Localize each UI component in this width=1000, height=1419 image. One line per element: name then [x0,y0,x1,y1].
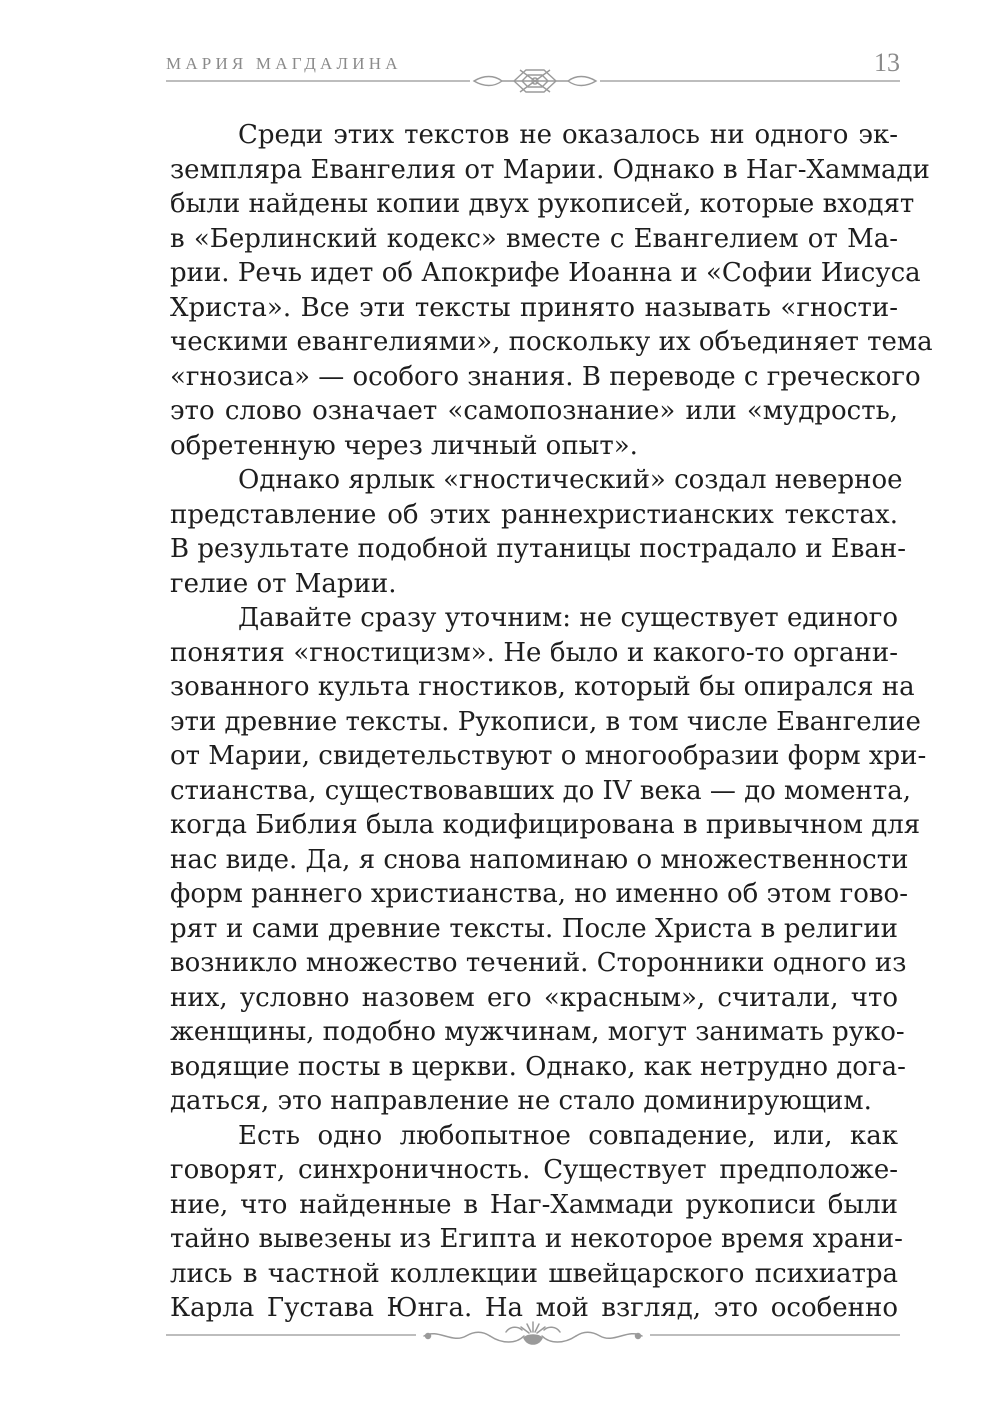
text-line: Среди этих текстов не оказалось ни одного эк- [238,120,898,150]
text-line: гелие от Марии. [170,568,397,599]
text-line: когда Библия была кодифицирована в привычном для [170,810,921,840]
text-line: эти древние тексты. Рукописи, в том числе Евангелие [170,706,921,737]
text-line: стианства, существовавших до IV века — до момента, [170,775,912,806]
text-line: Однако ярлык «гностический» создал неверное [238,465,903,495]
text-line: нас виде. Да, я снова напоминаю о множественности [170,844,909,875]
text-line: Давайте сразу уточним: не существует единого [238,603,898,633]
text-line: форм раннего христианства, но именно об этом гово- [170,879,908,909]
text-line: женщины, подобно мужчинам, могут занимать руко- [170,1017,905,1047]
text-line: рии. Речь идет об Апокрифе Иоанна и «Софии Иисуса [170,258,921,288]
text-line: них, условно назовем его «красным», считали, что [170,982,898,1013]
text-line: лись в частной коллекции швейцарского психиатра [170,1258,898,1289]
text-line: представление об этих раннехристианских текстах. [170,499,898,530]
text-line: в «Берлинский кодекс» вместе с Евангелием от Ма- [170,223,898,254]
text-line: В результате подобной путаницы пострадало и Еван- [170,534,907,564]
text-line: зованного культа гностиков, который бы опирался на [170,672,915,702]
running-title: МАРИЯ МАГДАЛИНА [166,54,402,73]
footer-rule-left [166,1334,416,1336]
text-line: ческими евангелиями», поскольку их объединяет тема [170,327,933,357]
text-line: водящие посты в церкви. Однако, как нетрудно дога- [170,1051,906,1082]
page-number: 13 [874,48,900,77]
text-line: были найдены копии двух рукописей, которые входят [170,189,915,219]
running-header [166,48,900,92]
text-line: Есть одно любопытное совпадение, или, как [238,1120,898,1151]
body-text [170,118,933,1326]
text-line: обретенную через личный опыт». [170,430,638,461]
footer-ornament [166,1318,900,1352]
text-line: «гнозиса» — особого знания. В переводе с греческого [170,361,921,392]
footer-rule-right [650,1334,900,1336]
text-line: понятия «гностицизм». Не было и какого-то органи- [170,637,898,668]
text-line: от Марии, свидетельствуют о многообразии форм хри- [170,741,927,771]
text-line: говорят, синхроничность. Существует предположе- [170,1155,898,1185]
text-line: ние, что найденные в Наг-Хаммади рукописи были [170,1189,898,1220]
text-line: Карла Густава Юнга. На мой взгляд, это особенно [170,1293,898,1323]
text-line: рят и сами древние тексты. После Христа в религии [170,913,898,944]
text-line: это слово означает «самопознание» или «мудрость, [170,396,898,426]
text-line: земпляра Евангелия от Марии. Однако в Наг-Хаммади [170,154,930,185]
text-line: Христа». Все эти тексты принято называть «гности- [170,292,898,323]
text-line: возникло множество течений. Сторонники одного из [170,948,907,978]
knot-ornament-icon [470,66,600,96]
text-line: даться, это направление не стало доминирующим. [170,1086,872,1116]
flourish-ornament-icon [418,1318,648,1352]
text-line: тайно вывезены из Египта и некоторое время храни- [170,1224,903,1254]
